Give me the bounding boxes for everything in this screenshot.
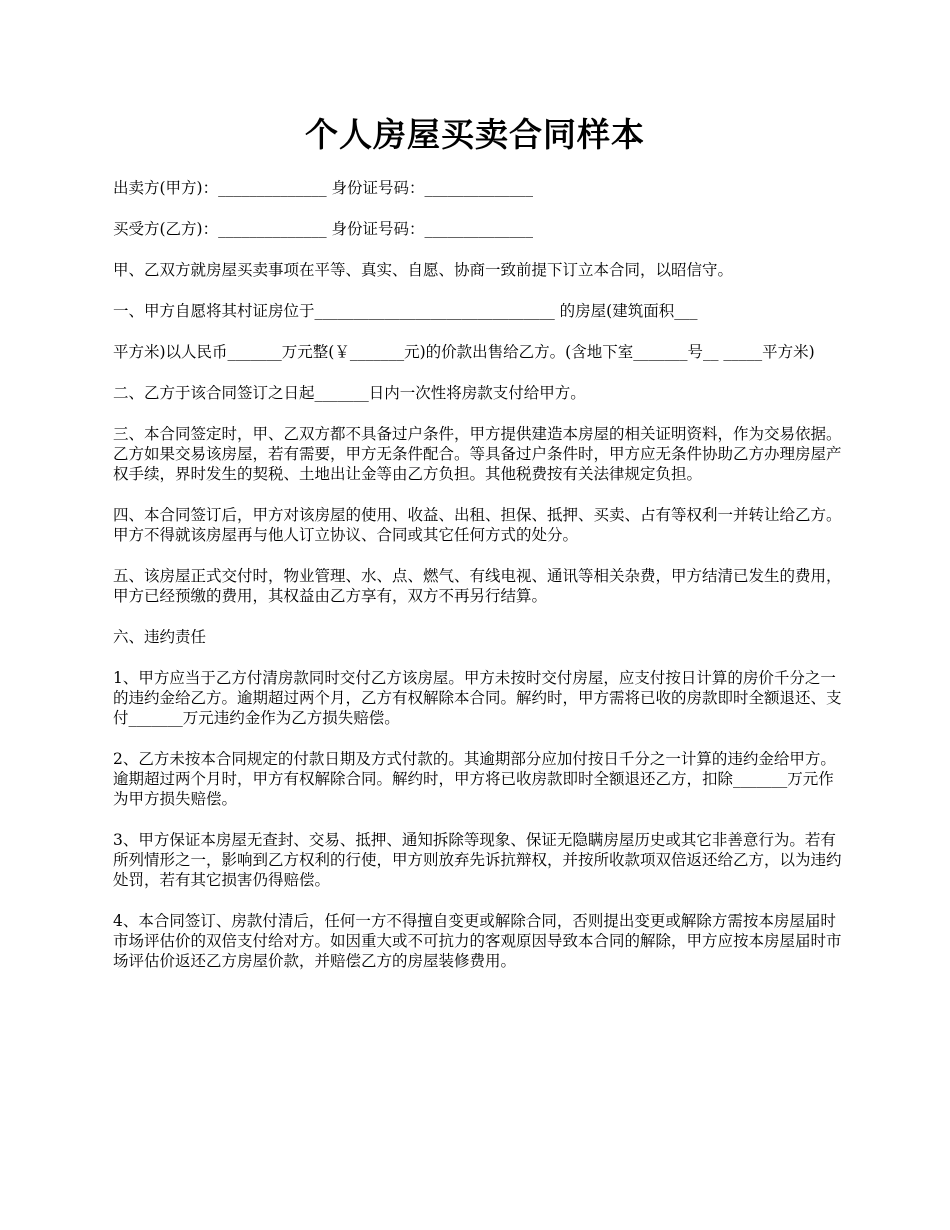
- paragraph-clause-6-heading: 六、违约责任: [113, 628, 207, 646]
- paragraph-clause-4: 四、本合同签订后，甲方对该房屋的使用、收益、出租、担保、抵押、买卖、占有等权利一并转让给乙方。甲方不得就该房屋再与他人订立协议、合同或其它任何方式的处分。: [113, 506, 842, 544]
- document-body: [113, 178, 848, 992]
- paragraph-clause-1: 一、甲方自愿将其村证房位于_______________________________ 的房屋(建筑面积___: [113, 302, 698, 320]
- paragraph-breach-3: 3、甲方保证本房屋无查封、交易、抵押、通知拆除等现象、保证无隐瞒房屋历史或其它非善意行为。若有所列情形之一，影响到乙方权利的行使，甲方则放弃先诉抗辩权，并按所收款项双倍返还给乙方，以为违约处罚，若有其它损害仍得赔偿。: [113, 831, 842, 889]
- paragraph-breach-2: 2、乙方未按本合同规定的付款日期及方式付款的。其逾期部分应加付按日千分之一计算的违约金给甲方。逾期超过两个月时，甲方有权解除合同。解约时，甲方将已收房款即时全额退还乙方，扣除_______万元作为甲方损失赔偿。: [113, 750, 836, 808]
- paragraph-clause-3: 三、本合同签定时，甲、乙双方都不具备过户条件，甲方提供建造本房屋的相关证明资料，作为交易依据。乙方如果交易该房屋，若有需要，甲方无条件配合。等具备过户条件时，甲方应无条件协助乙方办理房屋产权手续，界时发生的契税、土地出让金等由乙方负担。其他税费按有关法律规定负担。: [113, 425, 842, 483]
- paragraph-clause-5: 五、该房屋正式交付时，物业管理、水、点、燃气、有线电视、通讯等相关杂费，甲方结清已发生的费用，甲方已经预缴的费用，其权益由乙方享有，双方不再另行结算。: [113, 567, 842, 605]
- paragraph-breach-4: 4、本合同签订、房款付清后，任何一方不得擅自变更或解除合同，否则提出变更或解除方需按本房屋届时市场评估价的双倍支付给对方。如因重大或不可抗力的客观原因导致本合同的解除，甲方应按本房屋届时市场评估价返还乙方房屋价款，并赔偿乙方的房屋装修费用。: [113, 912, 842, 970]
- paragraph-buyer: 买受方(乙方)：______________ 身份证号码：______________: [113, 220, 534, 238]
- document-title: 个人房屋买卖合同样本: [305, 115, 645, 154]
- paragraph-seller: 出卖方(甲方)：______________ 身份证号码：______________: [113, 179, 534, 197]
- paragraph-clause-2: 二、乙方于该合同签订之日起_______日内一次性将房款支付给甲方。: [113, 384, 586, 402]
- paragraph-breach-1: 1、甲方应当于乙方付清房款同时交付乙方该房屋。甲方未按时交付房屋，应支付按日计算的房价千分之一的违约金给乙方。逾期超过两个月，乙方有权解除本合同。解约时，甲方需将已收的房款即时全额退还、支付_______万元违约金作为乙方损失赔偿。: [113, 669, 842, 727]
- paragraph-clause-1-cont: 平方米)以人民币_______万元整(￥_______元)的价款出售给乙方。(含地下室_______号__ _____平方米): [113, 343, 815, 361]
- paragraph-preamble: 甲、乙双方就房屋买卖事项在平等、真实、自愿、协商一致前提下订立本合同，以昭信守。: [113, 261, 734, 279]
